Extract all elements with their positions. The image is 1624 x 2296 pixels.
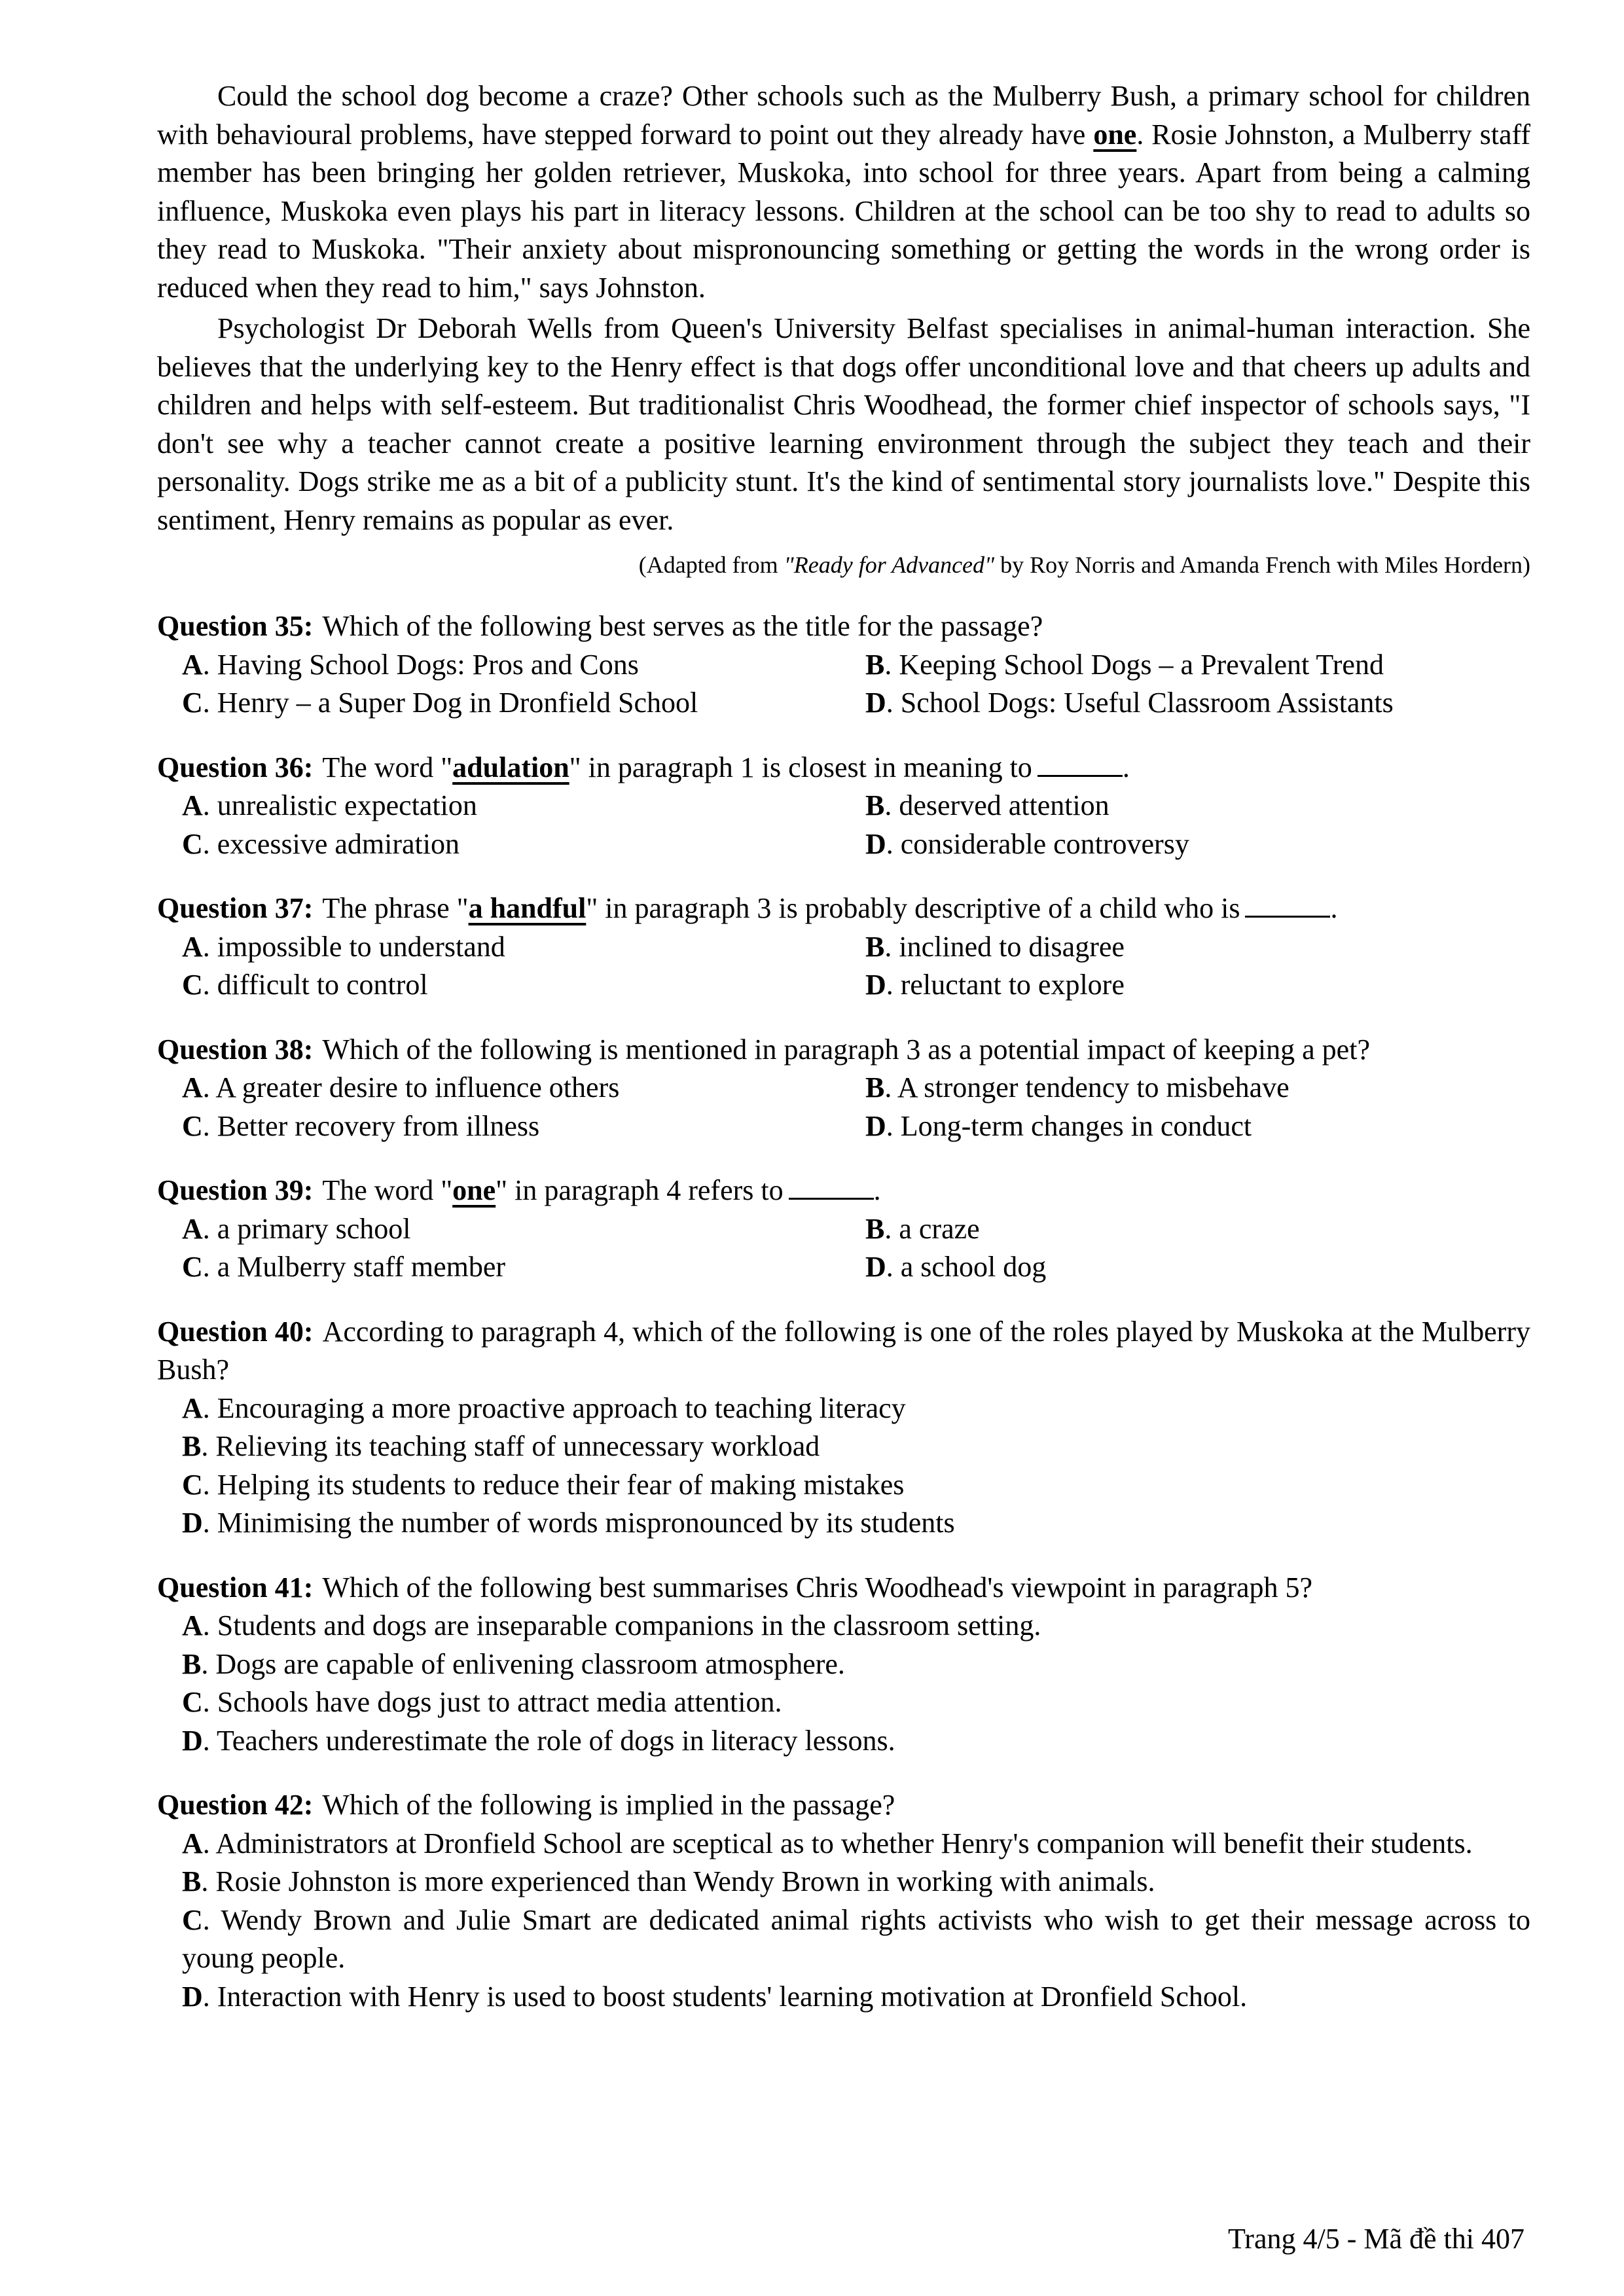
option-text: . Wendy Brown and Julie Smart are dedicated animal rights activists who wish to get their message across to young people. xyxy=(182,1903,1530,1974)
option-text: . Interaction with Henry is used to boost students' learning motivation at Dronfield School. xyxy=(202,1980,1248,2013)
highlighted-word-one: one xyxy=(1093,118,1137,151)
stem-text: According to paragraph 4, which of the following is one of the roles played by Muskoka at the Mulberry Bush? xyxy=(157,1315,1530,1386)
option-letter: B xyxy=(182,1430,202,1462)
options xyxy=(157,928,1530,1005)
option-letter: A xyxy=(182,1212,203,1245)
option-b[interactable] xyxy=(865,1210,1520,1249)
option-letter: C xyxy=(182,1109,203,1142)
option-letter: B xyxy=(865,648,885,681)
question-42 xyxy=(157,1786,1530,2016)
option-a[interactable] xyxy=(182,1210,865,1249)
option-text: . a primary school xyxy=(202,1212,411,1245)
option-letter: C xyxy=(182,687,203,719)
option-b[interactable] xyxy=(865,787,1520,825)
question-40 xyxy=(157,1313,1530,1543)
stem-text: Which of the following best serves as the title for the passage? xyxy=(322,610,1043,642)
option-b[interactable] xyxy=(865,1069,1520,1107)
option-text: . Teachers underestimate the role of dogs in literacy lessons. xyxy=(202,1724,895,1757)
question-stem xyxy=(157,1313,1530,1390)
option-text: . Having School Dogs: Pros and Cons xyxy=(202,648,639,681)
option-text: . Rosie Johnston is more experienced than Wendy Brown in working with animals. xyxy=(201,1865,1155,1897)
option-text: . Long-term changes in conduct xyxy=(886,1109,1252,1142)
option-text: . Minimising the number of words mispronounced by its students xyxy=(202,1507,955,1539)
source-book-title: "Ready for Advanced" xyxy=(784,552,995,578)
stem-text: " in paragraph 3 is probably descriptive of a child who is xyxy=(586,892,1240,924)
option-letter: B xyxy=(182,1647,202,1680)
option-text: . Better recovery from illness xyxy=(202,1109,540,1142)
option-letter: B xyxy=(865,1212,885,1245)
question-stem xyxy=(157,1031,1530,1069)
question-number: Question 35: xyxy=(157,610,314,642)
option-text: . Schools have dogs just to attract media attention. xyxy=(202,1686,782,1718)
option-d[interactable] xyxy=(865,684,1520,723)
option-letter: A xyxy=(182,1391,203,1424)
option-letter: B xyxy=(865,930,885,963)
question-39 xyxy=(157,1172,1530,1287)
stem-text: " in paragraph 4 refers to xyxy=(496,1174,784,1206)
option-text: . excessive admiration xyxy=(202,827,460,860)
paragraph-4-text-after: . Rosie Johnston, a Mulberry staff member has been bringing her golden retriever, Muskoka, into school for three years. Apart from being a calming influence, Muskoka even plays his part in literacy lessons. Children at the school can be too shy to read to adults so they read to Muskoka. "Their anxiety about mispronouncing something or getting the words in the wrong order is reduced when they read to him," says Johnston. xyxy=(157,118,1530,304)
option-c[interactable] xyxy=(182,966,865,1005)
highlighted-word: one xyxy=(452,1174,496,1206)
stem-text: Which of the following best summarises Chris Woodhead's viewpoint in paragraph 5? xyxy=(322,1571,1313,1604)
source-citation xyxy=(157,548,1530,581)
question-stem xyxy=(157,1786,1530,1825)
exam-page xyxy=(157,77,1530,2016)
option-text: . A stronger tendency to misbehave xyxy=(884,1071,1290,1103)
page-footer: Trang 4/5 - Mã đề thi 407 xyxy=(1227,2223,1525,2255)
option-text: . School Dogs: Useful Classroom Assistants xyxy=(886,687,1394,719)
option-d[interactable] xyxy=(865,825,1520,864)
question-36 xyxy=(157,749,1530,864)
option-c[interactable] xyxy=(182,1466,1530,1505)
answer-blank xyxy=(789,1172,874,1200)
option-letter: D xyxy=(865,1109,886,1142)
option-b[interactable] xyxy=(182,1645,1530,1684)
option-text: . Administrators at Dronfield School are sceptical as to whether Henry's companion will benefit their students. xyxy=(202,1827,1473,1859)
options xyxy=(157,1825,1530,2017)
option-text: . Encouraging a more proactive approach to teaching literacy xyxy=(202,1391,906,1424)
option-a[interactable] xyxy=(182,928,865,967)
question-stem: Question 36: The word "adulation" in paragraph 1 is closest in meaning to . xyxy=(157,749,1530,787)
option-letter: D xyxy=(182,1724,203,1757)
option-letter: D xyxy=(865,969,886,1001)
option-letter: A xyxy=(182,1071,203,1103)
option-text: . Keeping School Dogs – a Prevalent Trend xyxy=(884,648,1384,681)
option-text: . impossible to understand xyxy=(202,930,505,963)
question-37 xyxy=(157,889,1530,1005)
option-text: . Helping its students to reduce their fear of making mistakes xyxy=(202,1468,905,1501)
answer-blank xyxy=(1038,749,1123,777)
option-c[interactable] xyxy=(182,1107,865,1146)
option-letter: A xyxy=(182,930,203,963)
option-text: . inclined to disagree xyxy=(884,930,1125,963)
option-letter: A xyxy=(182,1609,203,1641)
option-a[interactable] xyxy=(182,1069,865,1107)
option-text: . a craze xyxy=(884,1212,980,1245)
option-letter: D xyxy=(865,827,886,860)
option-b[interactable] xyxy=(865,646,1520,685)
option-letter: C xyxy=(182,969,203,1001)
option-a[interactable] xyxy=(182,1390,1530,1428)
option-text: . considerable controversy xyxy=(886,827,1189,860)
option-d[interactable] xyxy=(182,1722,1530,1761)
option-letter: C xyxy=(182,1468,203,1501)
question-number: Question 36: xyxy=(157,751,314,783)
stem-text: Which of the following is mentioned in paragraph 3 as a potential impact of keeping a pet? xyxy=(322,1033,1370,1066)
option-d[interactable] xyxy=(182,1978,1530,2017)
option-text: . difficult to control xyxy=(202,969,428,1001)
question-number: Question 38: xyxy=(157,1033,314,1066)
option-d[interactable] xyxy=(865,966,1520,1005)
option-letter: A xyxy=(182,648,203,681)
question-stem xyxy=(157,607,1530,646)
passage-paragraph-5: Psychologist Dr Deborah Wells from Queen's University Belfast specialises in animal-human interaction. She believes that the underlying key to the Henry effect is that dogs offer unconditional love and that cheers up adults and children and helps with self-esteem. But traditionalist Chris Woodhead, the former chief inspector of schools says, "I don't see why a teacher cannot create a positive learning environment through the subject they teach and their personality. Dogs strike me as a bit of a publicity stunt. It's the kind of sentimental story journalists love." Despite this sentiment, Henry remains as popular as ever. xyxy=(157,312,1530,536)
option-c[interactable] xyxy=(182,825,865,864)
question-number: Question 40: xyxy=(157,1315,314,1348)
options xyxy=(157,1390,1530,1543)
options xyxy=(157,1607,1530,1760)
question-stem: Question 39: The word "one" in paragraph 4 refers to . xyxy=(157,1172,1530,1210)
option-a[interactable] xyxy=(182,1825,1530,1863)
option-text: . deserved attention xyxy=(884,789,1110,821)
passage-paragraph-4 xyxy=(157,77,1530,307)
option-text: . unrealistic expectation xyxy=(202,789,477,821)
option-text: . reluctant to explore xyxy=(886,969,1125,1001)
option-a[interactable] xyxy=(182,1607,1530,1645)
question-number: Question 41: xyxy=(157,1571,314,1604)
option-d[interactable] xyxy=(182,1504,1530,1543)
option-d[interactable] xyxy=(865,1107,1520,1146)
option-letter: A xyxy=(182,789,203,821)
option-letter: D xyxy=(865,1251,886,1283)
option-a[interactable] xyxy=(182,646,865,685)
option-c[interactable] xyxy=(182,1248,865,1287)
stem-text: The word " xyxy=(322,1174,453,1206)
option-letter: D xyxy=(182,1980,203,2013)
option-b[interactable] xyxy=(865,928,1520,967)
stem-text: The word " xyxy=(322,751,453,783)
option-letter: C xyxy=(182,1251,203,1283)
option-letter: C xyxy=(182,827,203,860)
question-35 xyxy=(157,607,1530,723)
question-41 xyxy=(157,1569,1530,1761)
option-letter: D xyxy=(865,687,886,719)
option-a[interactable] xyxy=(182,787,865,825)
options xyxy=(157,787,1530,863)
question-number: Question 37: xyxy=(157,892,314,924)
option-text: . Henry – a Super Dog in Dronfield School xyxy=(202,687,698,719)
option-letter: B xyxy=(865,789,885,821)
question-stem xyxy=(157,1569,1530,1607)
option-letter: B xyxy=(182,1865,202,1897)
option-text: . Dogs are capable of enlivening classroom atmosphere. xyxy=(201,1647,845,1680)
option-text: . a Mulberry staff member xyxy=(202,1251,506,1283)
option-c[interactable] xyxy=(182,1901,1530,1978)
option-letter: D xyxy=(182,1507,203,1539)
options xyxy=(157,1069,1530,1145)
option-letter: C xyxy=(182,1903,203,1936)
options xyxy=(157,646,1530,723)
option-letter: C xyxy=(182,1686,203,1718)
option-b[interactable] xyxy=(182,1863,1530,1901)
option-b[interactable] xyxy=(182,1427,1530,1466)
option-text: . A greater desire to influence others xyxy=(202,1071,620,1103)
question-stem: Question 37: The phrase "a handful" in paragraph 3 is probably descriptive of a child who is . xyxy=(157,889,1530,928)
highlighted-word: a handful xyxy=(468,892,586,924)
option-text: . Relieving its teaching staff of unnecessary workload xyxy=(201,1430,820,1462)
option-c[interactable] xyxy=(182,684,865,723)
option-c[interactable] xyxy=(182,1683,1530,1722)
option-letter: A xyxy=(182,1827,203,1859)
options xyxy=(157,1210,1530,1287)
highlighted-word: adulation xyxy=(452,751,569,783)
question-number: Question 39: xyxy=(157,1174,314,1206)
option-letter: B xyxy=(865,1071,885,1103)
stem-text: Which of the following is implied in the passage? xyxy=(322,1789,895,1821)
stem-text: The phrase " xyxy=(322,892,469,924)
stem-text: " in paragraph 1 is closest in meaning to xyxy=(569,751,1032,783)
source-authors: by Roy Norris and Amanda French with Miles Hordern) xyxy=(994,552,1530,578)
question-38 xyxy=(157,1031,1530,1146)
paragraph-4-text-before: Could the school dog become a craze? Other schools such as the Mulberry Bush, a primary school for children with behavioural problems, have stepped forward to point out they already have xyxy=(157,80,1530,151)
option-text: . Students and dogs are inseparable companions in the classroom setting. xyxy=(202,1609,1041,1641)
option-text: . a school dog xyxy=(886,1251,1047,1283)
option-d[interactable] xyxy=(865,1248,1520,1287)
question-number: Question 42: xyxy=(157,1789,314,1821)
answer-blank xyxy=(1245,889,1330,918)
source-prefix: (Adapted from xyxy=(638,552,784,578)
